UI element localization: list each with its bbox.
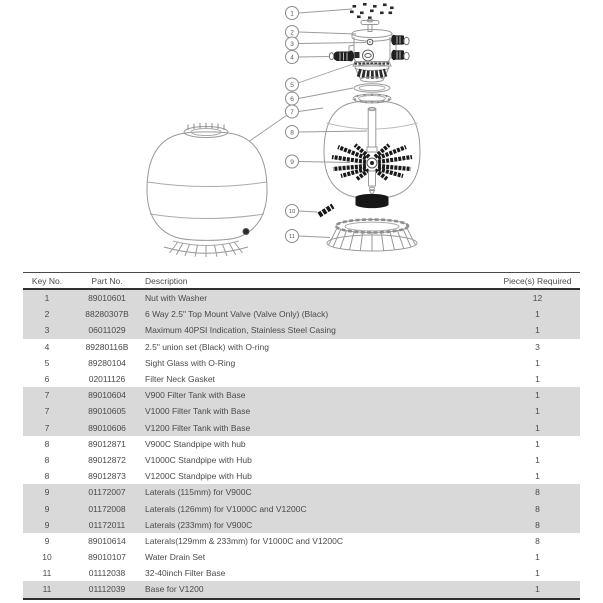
svg-text:7: 7 [290, 108, 294, 116]
cell-key-no: 2 [44, 309, 50, 320]
callout-11 [286, 230, 299, 243]
cell-key-no: 10 [42, 552, 52, 563]
callout-6 [286, 92, 299, 105]
cell-key-no: 9 [44, 519, 50, 530]
svg-text:5: 5 [290, 81, 294, 89]
tank-bottom-collar [356, 194, 389, 208]
table-row [23, 452, 580, 468]
sight-glass [363, 50, 374, 61]
table-row [23, 403, 580, 419]
neck-gasket [354, 84, 390, 92]
cell-key-no: 8 [44, 438, 50, 449]
svg-text:1: 1 [290, 10, 294, 18]
cell-pieces-required: 8 [535, 535, 540, 546]
cell-pieces-required: 1 [535, 471, 540, 482]
cell-description: Water Drain Set [145, 552, 206, 563]
cell-key-no: 11 [42, 568, 52, 579]
cell-key-no: 8 [44, 471, 50, 482]
nuts-scatter [350, 3, 394, 19]
cell-key-no: 3 [44, 325, 50, 336]
leader-lines [250, 9, 368, 241]
table-row [23, 581, 580, 597]
svg-text:10: 10 [288, 209, 296, 216]
cell-part-no: 89012872 [88, 454, 126, 465]
union-left [329, 51, 354, 62]
lateral-hub [367, 158, 377, 168]
tank-drain-plug [243, 229, 249, 235]
table-row [23, 387, 580, 403]
table-row [23, 500, 580, 516]
header-pieces-required: Piece(s) Required [503, 275, 572, 286]
svg-text:6: 6 [290, 95, 294, 103]
cell-pieces-required: 1 [535, 325, 540, 336]
cell-part-no: 89010604 [88, 390, 126, 401]
header-key-no: Key No. [31, 275, 63, 286]
cell-part-no: 89010614 [88, 535, 126, 546]
cell-part-no: 88280307B [85, 309, 129, 320]
cell-description: Nut with Washer [145, 293, 208, 304]
cell-description: V1200C Standpipe with Hub [145, 471, 252, 482]
svg-text:3: 3 [290, 40, 294, 48]
cell-description: V1200 Filter Tank with Base [145, 422, 251, 433]
cell-pieces-required: 1 [535, 357, 540, 368]
cell-key-no: 5 [44, 357, 50, 368]
parts-table [23, 272, 580, 600]
cell-part-no: 89280104 [88, 357, 126, 368]
cell-description: Maximum 40PSI Indication, Stainless Steel Casing [145, 325, 336, 336]
cell-part-no: 06011029 [88, 325, 126, 336]
cell-pieces-required: 8 [535, 487, 540, 498]
union-right-lower [391, 50, 409, 60]
callout-1 [286, 7, 299, 20]
table-row [23, 371, 580, 387]
valve-handle [361, 21, 379, 25]
callout-4 [286, 51, 299, 64]
cell-description: Sight Glass with O-Ring [145, 357, 236, 368]
cell-pieces-required: 1 [535, 422, 540, 433]
cell-part-no: 89280116B [85, 341, 129, 352]
cell-part-no: 01112038 [88, 568, 126, 579]
cell-pieces-required: 1 [535, 438, 540, 449]
exploded-diagram [0, 0, 603, 268]
cell-pieces-required: 1 [535, 309, 540, 320]
cell-key-no: 7 [44, 390, 50, 401]
cell-key-no: 11 [42, 584, 52, 595]
table-row [23, 290, 580, 306]
cell-pieces-required: 1 [535, 568, 540, 579]
cell-pieces-required: 1 [535, 584, 540, 595]
cell-description: Laterals(129mm & 233mm) for V1000C and V1200C [145, 535, 343, 546]
cell-description: Laterals (115mm) for V900C [145, 487, 252, 498]
table-row [23, 533, 580, 549]
top-mount-valve [329, 19, 409, 82]
table-row [23, 468, 580, 484]
cell-pieces-required: 1 [535, 406, 540, 417]
table-row [23, 517, 580, 533]
callout-7 [286, 105, 299, 118]
cell-part-no: 01172008 [88, 503, 126, 514]
diffuser-basket [355, 65, 389, 83]
svg-text:8: 8 [290, 129, 294, 137]
cell-pieces-required: 8 [535, 519, 540, 530]
cell-pieces-required: 12 [532, 293, 543, 304]
cell-key-no: 9 [44, 487, 50, 498]
cell-key-no: 7 [44, 422, 50, 433]
header-part-no: Part No. [91, 275, 123, 286]
cell-key-no: 6 [44, 374, 50, 385]
cell-key-no: 9 [44, 503, 50, 514]
callout-10 [286, 205, 299, 218]
table-row [23, 484, 580, 500]
cell-part-no: 89010606 [88, 422, 126, 433]
cell-description: V1000C Standpipe with Hub [145, 454, 252, 465]
table-row [23, 549, 580, 565]
union-right-upper [391, 35, 409, 45]
table-row [23, 565, 580, 581]
table-body [23, 290, 580, 600]
callouts [286, 7, 299, 243]
exploded-tank [324, 94, 420, 208]
cell-description: Base for V1200 [145, 584, 204, 595]
table-header [23, 273, 580, 290]
header-description: Description [145, 275, 188, 286]
cell-description: Laterals (126mm) for V1000C and V1200C [145, 503, 307, 514]
cell-key-no: 4 [44, 341, 50, 352]
cell-pieces-required: 8 [535, 503, 540, 514]
svg-text:11: 11 [288, 234, 296, 241]
assembled-tank [147, 123, 267, 257]
cell-part-no: 89012873 [88, 471, 126, 482]
cell-part-no: 01172007 [88, 487, 126, 498]
table-row [23, 420, 580, 436]
table-row [23, 322, 580, 338]
cell-pieces-required: 1 [535, 374, 540, 385]
cell-key-no: 7 [44, 406, 50, 417]
table-row [23, 306, 580, 322]
cell-pieces-required: 1 [535, 390, 540, 401]
callout-9 [286, 155, 299, 168]
cell-pieces-required: 1 [535, 454, 540, 465]
cell-part-no: 01112039 [88, 584, 126, 595]
cell-part-no: 89010107 [88, 552, 126, 563]
cell-part-no: 89010605 [88, 406, 126, 417]
svg-text:4: 4 [290, 54, 294, 62]
assembled-tank-base [164, 241, 248, 257]
cell-part-no: 01172011 [88, 519, 126, 530]
cell-part-no: 02011126 [88, 374, 126, 385]
cell-description: Filter Neck Gasket [145, 374, 215, 385]
cell-key-no: 1 [44, 293, 50, 304]
cell-description: V1000 Filter Tank with Base [145, 406, 251, 417]
water-drain-set [319, 206, 333, 215]
cell-description: 6 Way 2.5" Top Mount Valve (Valve Only) (Black) [145, 309, 329, 320]
cell-key-no: 9 [44, 535, 50, 546]
cell-description: Laterals (233mm) for V900C [145, 519, 253, 530]
pressure-gauge [367, 39, 373, 45]
callout-3 [286, 37, 299, 50]
cell-key-no: 8 [44, 454, 50, 465]
callout-5 [286, 78, 299, 91]
cell-part-no: 89012871 [88, 438, 126, 449]
standpipe [367, 107, 377, 152]
cell-pieces-required: 3 [535, 341, 540, 352]
table-row [23, 355, 580, 371]
svg-text:2: 2 [290, 29, 294, 37]
cell-part-no: 89010601 [88, 293, 126, 304]
callout-8 [286, 126, 299, 139]
filter-base [327, 220, 417, 252]
cell-pieces-required: 1 [535, 552, 540, 563]
cell-description: V900 Filter Tank with Base [145, 390, 246, 401]
cell-description: V900C Standpipe with hub [145, 438, 246, 449]
svg-text:9: 9 [290, 158, 294, 166]
table-row [23, 339, 580, 355]
cell-description: 32-40inch Filter Base [145, 568, 226, 579]
cell-description: 2.5" union set (Black) with O-ring [145, 341, 269, 352]
table-row [23, 436, 580, 452]
